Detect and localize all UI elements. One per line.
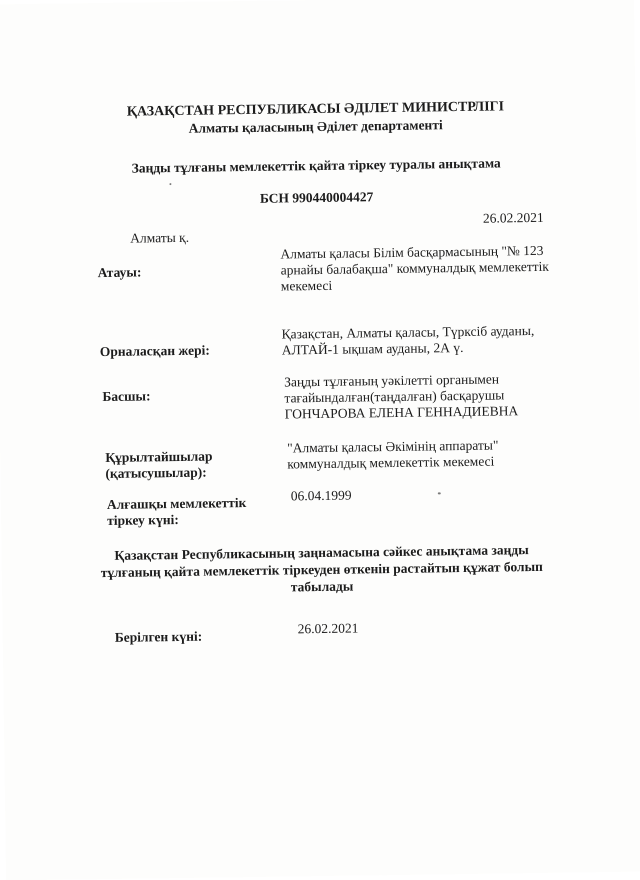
first-registration-label-line: тіркеу күні:: [107, 511, 179, 528]
statement-line: Қазақстан Республикасының заңнамасына сәйкес анықтама заңды: [114, 542, 529, 563]
first-registration-label: [107, 495, 247, 529]
founders-line: "Алматы қаласы Әкімінің аппараты": [287, 437, 499, 456]
name-line: мекемесі: [280, 277, 333, 294]
founders-label-line: Құрылтайшылар: [105, 448, 213, 465]
city: Алматы қ.: [130, 229, 190, 246]
issued-label: Берілген күні:: [114, 628, 203, 645]
head-line: Заңды тұлғаның уәкілетті органымен: [284, 371, 500, 390]
document-date: 26.02.2021: [482, 209, 544, 226]
ministry-heading: ҚАЗАҚСТАН РЕСПУБЛИКАСЫ ӘДІЛЕТ МИНИСТРЛІГІ: [126, 99, 505, 120]
name-line: арнайы балабақша" коммуналдық мемлекеттік: [280, 258, 550, 278]
founders-value: [287, 438, 499, 473]
location-line: АЛТАЙ-1 ықшам ауданы, 2А ү.: [281, 339, 464, 358]
location-value: [281, 323, 534, 359]
issued-date: 26.02.2021: [297, 620, 359, 637]
founders-label: [105, 449, 213, 482]
location-line: Қазақстан, Алматы қаласы, Түрксіб ауданы,: [281, 322, 535, 342]
founders-line: коммуналдық мемлекеттік мекемесі: [287, 453, 495, 472]
head-label: Басшы:: [102, 388, 151, 405]
first-registration-date: 06.04.1999: [290, 487, 352, 504]
founders-label-line: (қатысушылар):: [105, 464, 207, 481]
name-label: Атауы:: [97, 264, 142, 281]
scan-speck: [169, 183, 171, 185]
head-line: ГОНЧАРОВА ЕЛЕНА ГЕННАДИЕВНА: [284, 403, 519, 422]
head-value: [284, 371, 518, 422]
name-line: Алматы қаласы Білім басқармасының "№ 123: [280, 242, 544, 262]
head-line: тағайындалған(таңдалған) басқарушы: [284, 387, 505, 406]
document-title: Заңды тұлғаны мемлекеттік қайта тіркеу туралы анықтама: [131, 155, 501, 176]
department-heading: Алматы қаласының Әділет департаменті: [188, 117, 443, 136]
first-registration-label-line: Алғашқы мемлекеттік: [106, 495, 247, 512]
location-label: Орналасқан жері:: [99, 342, 210, 360]
statement-line: тұлғаның қайта мемлекеттік тіркеуден өткенін растайтын құжат болып: [100, 558, 543, 581]
scan-speck: [438, 492, 441, 494]
statement-line: табылады: [290, 578, 354, 595]
statement: [2, 540, 640, 600]
bin-number: БСН 990440004427: [259, 189, 374, 206]
name-value: [280, 243, 549, 295]
